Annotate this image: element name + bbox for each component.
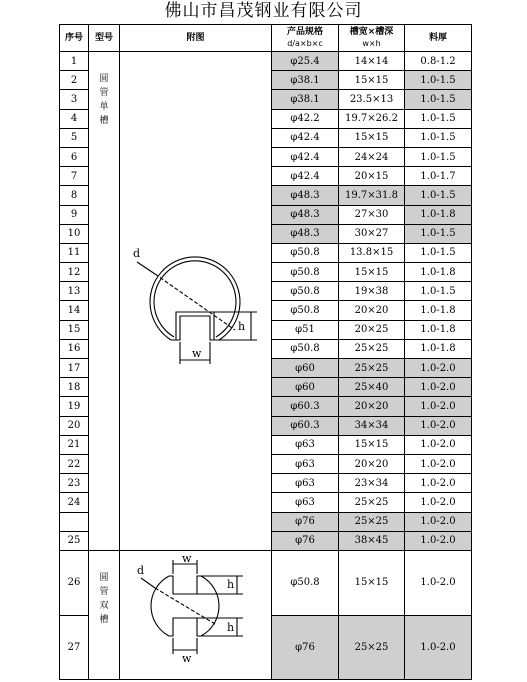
- seq-cell: 7: [60, 167, 89, 186]
- thickness-cell: 1.0-2.0: [405, 474, 472, 493]
- single-slot-tube-diagram: [120, 52, 271, 550]
- slot-cell: 23×34: [339, 474, 405, 493]
- spec-cell: φ50.8: [272, 243, 339, 262]
- thickness-cell: 1.0-1.8: [405, 263, 472, 282]
- spec-cell: φ51: [272, 320, 339, 339]
- seq-cell: 5: [60, 128, 89, 147]
- seq-cell: 3: [60, 90, 89, 109]
- type-single-slot-text: 圆管单槽: [99, 74, 109, 126]
- spec-cell: φ42.4: [272, 167, 339, 186]
- header-model: 型号: [89, 25, 120, 52]
- spec-cell: φ48.3: [272, 224, 339, 243]
- type-double-slot: [89, 551, 120, 680]
- spec-cell: φ50.8: [272, 263, 339, 282]
- header-spec-title: 产品规格: [286, 27, 323, 37]
- spec-cell: φ60.3: [272, 416, 339, 435]
- header-seq: 序号: [60, 25, 89, 52]
- slot-cell: 15×15: [339, 263, 405, 282]
- thickness-cell: 1.0-2.0: [405, 454, 472, 473]
- spec-cell: φ60: [272, 359, 339, 378]
- slot-cell: 15×15: [339, 551, 405, 616]
- slot-cell: 15×15: [339, 435, 405, 454]
- seq-cell: 1: [60, 52, 89, 71]
- seq-cell: 11: [60, 243, 89, 262]
- slot-cell: 20×15: [339, 167, 405, 186]
- header-thickness: 料厚: [405, 25, 472, 52]
- thickness-cell: 1.0-1.5: [405, 147, 472, 166]
- thickness-cell: 1.0-1.5: [405, 90, 472, 109]
- thickness-cell: 1.0-1.8: [405, 301, 472, 320]
- seq-cell: 24: [60, 493, 89, 512]
- spec-cell: φ42.2: [272, 109, 339, 128]
- thickness-cell: 1.0-2.0: [405, 397, 472, 416]
- seq-cell: 27: [60, 615, 89, 680]
- spec-cell: φ38.1: [272, 71, 339, 90]
- spec-cell: φ42.4: [272, 147, 339, 166]
- spec-cell: φ60: [272, 378, 339, 397]
- seq-cell: 8: [60, 186, 89, 205]
- seq-cell: 20: [60, 416, 89, 435]
- label-d: d: [133, 247, 141, 260]
- label-h: h: [238, 320, 246, 333]
- header-spec: [272, 25, 339, 52]
- slot-cell: 25×25: [339, 359, 405, 378]
- spec-cell: φ50.8: [272, 551, 339, 616]
- seq-cell: [60, 512, 89, 531]
- spec-cell: φ76: [272, 615, 339, 680]
- spec-cell: φ42.4: [272, 128, 339, 147]
- header-slot: [339, 25, 405, 52]
- thickness-cell: 1.0-2.0: [405, 435, 472, 454]
- slot-cell: 24×24: [339, 147, 405, 166]
- seq-cell: 4: [60, 109, 89, 128]
- seq-cell: 9: [60, 205, 89, 224]
- slot-cell: 19×38: [339, 282, 405, 301]
- slot-cell: 25×25: [339, 512, 405, 531]
- table-row: [60, 52, 472, 71]
- seq-cell: 22: [60, 454, 89, 473]
- slot-cell: 19.7×26.2: [339, 109, 405, 128]
- spec-table: [59, 24, 472, 680]
- spec-cell: φ50.8: [272, 339, 339, 358]
- slot-cell: 20×20: [339, 397, 405, 416]
- slot-cell: 15×15: [339, 128, 405, 147]
- thickness-cell: 1.0-2.0: [405, 551, 472, 616]
- slot-cell: 25×25: [339, 339, 405, 358]
- spec-cell: φ63: [272, 454, 339, 473]
- spec-cell: φ50.8: [272, 282, 339, 301]
- slot-cell: 25×25: [339, 615, 405, 680]
- spec-cell: φ48.3: [272, 205, 339, 224]
- thickness-cell: 1.0-1.5: [405, 243, 472, 262]
- spec-cell: φ63: [272, 474, 339, 493]
- spec-cell: φ60.3: [272, 397, 339, 416]
- label-h-top: h: [227, 578, 235, 591]
- thickness-cell: 1.0-1.5: [405, 128, 472, 147]
- spec-cell: φ50.8: [272, 301, 339, 320]
- thickness-cell: 1.0-1.7: [405, 167, 472, 186]
- type-double-slot-text: 圆管双槽: [99, 573, 109, 625]
- label-d: d: [137, 564, 145, 577]
- thickness-cell: 1.0-1.5: [405, 224, 472, 243]
- thickness-cell: 1.0-2.0: [405, 416, 472, 435]
- thickness-cell: 1.0-2.0: [405, 531, 472, 550]
- thickness-cell: 1.0-2.0: [405, 493, 472, 512]
- spec-cell: φ76: [272, 512, 339, 531]
- slot-cell: 13.8×15: [339, 243, 405, 262]
- spec-cell: φ38.1: [272, 90, 339, 109]
- figure-single-slot: [120, 52, 272, 551]
- seq-cell: 19: [60, 397, 89, 416]
- seq-cell: 10: [60, 224, 89, 243]
- slot-cell: 15×15: [339, 71, 405, 90]
- seq-cell: 15: [60, 320, 89, 339]
- thickness-cell: 1.0-1.8: [405, 205, 472, 224]
- spec-cell: φ63: [272, 435, 339, 454]
- table-row: [60, 551, 472, 616]
- thickness-cell: 1.0-1.8: [405, 339, 472, 358]
- thickness-cell: 1.0-2.0: [405, 512, 472, 531]
- slot-cell: 25×25: [339, 493, 405, 512]
- thickness-cell: 1.0-1.5: [405, 109, 472, 128]
- label-h-bottom: h: [227, 621, 235, 634]
- spec-cell: φ76: [272, 531, 339, 550]
- type-single-slot: [89, 52, 120, 551]
- figure-double-slot: [120, 551, 272, 680]
- thickness-cell: 1.0-1.8: [405, 320, 472, 339]
- label-w-bottom: w: [182, 652, 192, 665]
- thickness-cell: 1.0-1.5: [405, 71, 472, 90]
- seq-cell: 26: [60, 551, 89, 616]
- thickness-cell: 0.8-1.2: [405, 52, 472, 71]
- slot-cell: 20×25: [339, 320, 405, 339]
- header-slot-title: 槽宽×槽深: [349, 27, 394, 37]
- label-w-top: w: [182, 552, 192, 565]
- thickness-cell: 1.0-1.5: [405, 282, 472, 301]
- seq-cell: 13: [60, 282, 89, 301]
- seq-cell: 2: [60, 71, 89, 90]
- seq-cell: 18: [60, 378, 89, 397]
- seq-cell: 23: [60, 474, 89, 493]
- header-row: [60, 25, 472, 52]
- seq-cell: 16: [60, 339, 89, 358]
- seq-cell: 25: [60, 531, 89, 550]
- thickness-cell: 1.0-2.0: [405, 378, 472, 397]
- slot-cell: 30×27: [339, 224, 405, 243]
- header-figure: 附图: [120, 25, 272, 52]
- thickness-cell: 1.0-2.0: [405, 359, 472, 378]
- slot-cell: 27×30: [339, 205, 405, 224]
- double-slot-tube-diagram: [120, 551, 271, 679]
- header-spec-sub: d/a×b×c: [287, 39, 323, 48]
- seq-cell: 6: [60, 147, 89, 166]
- thickness-cell: 1.0-1.5: [405, 186, 472, 205]
- slot-cell: 14×14: [339, 52, 405, 71]
- label-w: w: [192, 347, 202, 360]
- spec-cell: φ25.4: [272, 52, 339, 71]
- slot-cell: 34×34: [339, 416, 405, 435]
- header-slot-sub: w×h: [362, 39, 381, 48]
- slot-cell: 20×20: [339, 301, 405, 320]
- seq-cell: 14: [60, 301, 89, 320]
- seq-cell: 12: [60, 263, 89, 282]
- spec-cell: φ48.3: [272, 186, 339, 205]
- seq-cell: 21: [60, 435, 89, 454]
- slot-cell: 23.5×13: [339, 90, 405, 109]
- thickness-cell: 1.0-2.0: [405, 615, 472, 680]
- page-title: 佛山市昌茂钢业有限公司: [164, 1, 363, 21]
- spec-cell: φ63: [272, 493, 339, 512]
- slot-cell: 19.7×31.8: [339, 186, 405, 205]
- seq-cell: 17: [60, 359, 89, 378]
- slot-cell: 38×45: [339, 531, 405, 550]
- slot-cell: 20×20: [339, 454, 405, 473]
- slot-cell: 25×40: [339, 378, 405, 397]
